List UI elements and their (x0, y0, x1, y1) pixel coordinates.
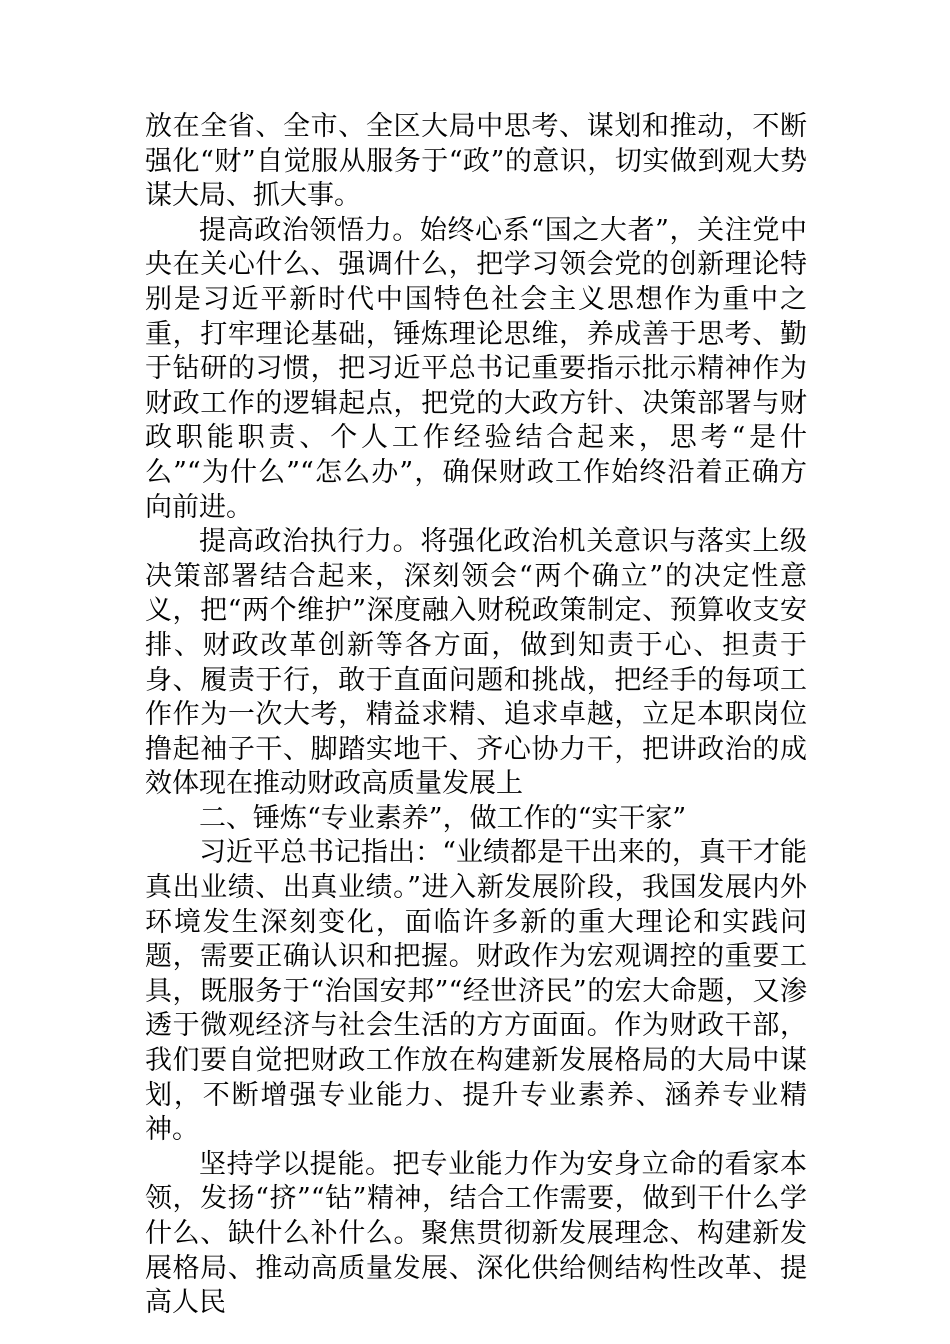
paragraph-professional-quality: 习近平总书记指出：“业绩都是干出来的，真干才能真出业绩、出真业绩。”进入新发展阶段，我国发展内外环境发生深刻变化，面临许多新的重大理论和实践问题，需要正确认识和把握。财政作为宏观调控的重要工具，既服务于“治国安邦”“经世济民”的宏大命题，又渗透于微观经济与社会生活的方方面面。作为财政干部，我们要自觉把财政工作放在构建新发展格局的大局中谋划，不断增强专业能力、提升专业素养、涵养专业精神。 (145, 837, 807, 1146)
section-heading: 二、锤炼“专业素养”，做工作的“实干家” (199, 802, 687, 834)
document-body (145, 110, 807, 1321)
paragraph-learning-ability: 坚持学以提能。把专业能力作为安身立命的看家本领，发扬“挤”“钻”精神，结合工作需要，做到干什么学什么、缺什么补什么。聚焦贯彻新发展理念、构建新发展格局、推动高质量发展、深化供给侧结构性改革、提高人民 (145, 1148, 807, 1319)
paragraph-political-understanding: 提高政治领悟力。始终心系“国之大者”，关注党中央在关心什么、强调什么，把学习领会党的创新理论特别是习近平新时代中国特色社会主义思想作为重中之重，打牢理论基础，锤炼理论思维，养成善于思考、勤于钻研的习惯，把习近平总书记重要指示批示精神作为财政工作的逻辑起点，把党的大政方针、决策部署与财政职能职责、个人工作经验结合起来，思考“是什么”“为什么”“怎么办”，确保财政工作始终沿着正确方向前进。 (145, 214, 807, 523)
paragraph-continuation: 放在全省、全市、全区大局中思考、谋划和推动，不断强化“财”自觉服从服务于“政”的意识，切实做到观大势谋大局、抓大事。 (145, 111, 807, 212)
paragraph-political-execution: 提高政治执行力。将强化政治机关意识与落实上级决策部署结合起来，深刻领会“两个确立”的决定性意义，把“两个维护”深度融入财税政策制定、预算收支安排、财政改革创新等各方面，做到知责于心、担责于身、履责于行，敢于直面问题和挑战，把经手的每项工作作为一次大考，精益求精、追求卓越，立足本职岗位撸起袖子干、脚踏实地干、齐心协力干，把讲政治的成效体现在推动财政高质量发展上 (145, 526, 807, 800)
